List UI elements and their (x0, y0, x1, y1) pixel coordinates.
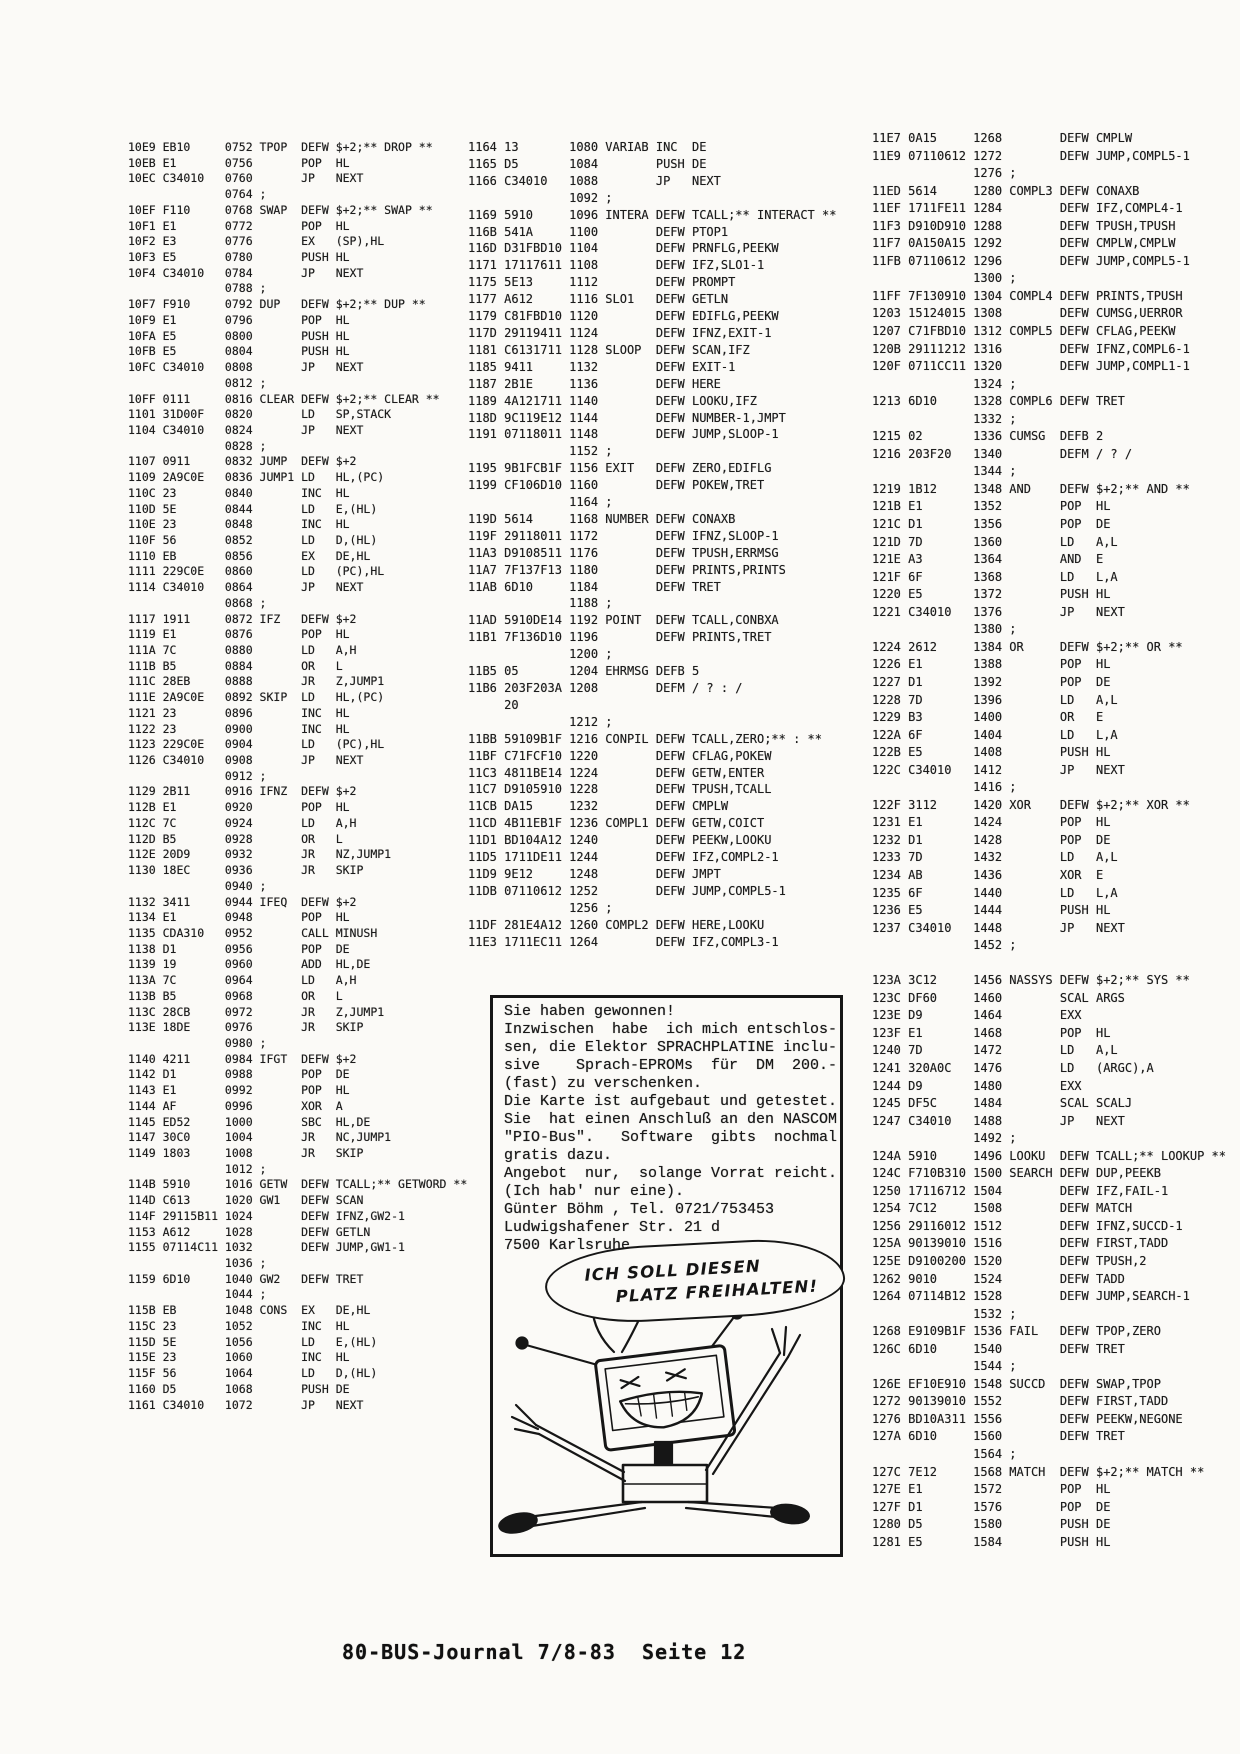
text-line: 116B 541A 1100 DEFW PTOP1 (468, 224, 729, 239)
text-line: 1165 D5 1084 PUSH DE (468, 156, 707, 171)
text-line: 1122 23 0900 INC HL (128, 721, 350, 736)
text-line: 11FB 07110612 1296 DEFW JUMP,COMPL5-1 (872, 253, 1190, 268)
text-line: 118D 9C119E12 1144 DEFW NUMBER-1,JMPT (468, 410, 786, 425)
text-line: 1036 ; (128, 1256, 267, 1271)
text-line: 0940 ; (128, 878, 267, 893)
text-line: 1268 E9109B1F 1536 FAIL DEFW TPOP,ZERO (872, 1324, 1161, 1339)
text-line: 117D 29119411 1124 DEFW IFNZ,EXIT-1 (468, 325, 772, 340)
text-line: 1203 15124015 1308 DEFW CUMSG,UERROR (872, 306, 1183, 321)
text-line: 11E7 0A15 1268 DEFW CMPLW (872, 131, 1133, 145)
text-line: 123A 3C12 1456 NASSYS DEFW $+2;** SYS ** (872, 973, 1190, 988)
text-line: 1264 07114B12 1528 DEFW JUMP,SEARCH-1 (872, 1289, 1190, 1304)
text-line: 126E EF10E910 1548 SUCCD DEFW SWAP,TPOP (872, 1376, 1161, 1391)
text-line: 0788 ; (128, 281, 267, 296)
text-line: 1216 203F20 1340 DEFM / ? / (872, 446, 1133, 461)
text-line: 1452 ; (872, 938, 1017, 953)
text-line: 1221 C34010 1376 JP NEXT (872, 604, 1125, 619)
text-line: 121F 6F 1368 LD L,A (872, 569, 1118, 584)
text-line: 11E3 1711EC11 1264 DEFW IFZ,COMPL3-1 (468, 934, 779, 949)
text-line: 115E 23 1060 INC HL (128, 1350, 350, 1365)
text-line: 1188 ; (468, 596, 613, 611)
text-line: 111B B5 0884 OR L (128, 658, 343, 673)
text-line: 1244 D9 1480 EXX (872, 1078, 1082, 1093)
text-line: 11FF 7F130910 1304 COMPL4 DEFW PRINTS,TPUSH (872, 288, 1183, 303)
text-line: 10EB E1 0756 POP HL (128, 155, 350, 170)
text-line: 1236 E5 1444 PUSH HL (872, 903, 1111, 918)
text-line: 119F 29118011 1172 DEFW IFNZ,SLOOP-1 (468, 528, 779, 543)
text-line: 10E9 EB10 0752 TPOP DEFW $+2;** DROP ** (128, 140, 433, 154)
text-line: 11D1 BD104A12 1240 DEFW PEEKW,LOOKU (468, 833, 772, 848)
text-line: 1138 D1 0956 POP DE (128, 941, 350, 956)
text-line: 115B EB 1048 CONS EX DE,HL (128, 1303, 371, 1318)
listing-column-3 (872, 130, 1226, 1551)
text-line: 11C7 D9105910 1228 DEFW TPUSH,TCALL (468, 782, 772, 797)
text-line: 11C3 4811BE14 1224 DEFW GETW,ENTER (468, 765, 765, 780)
text-line: 1224 2612 1384 OR DEFW $+2;** OR ** (872, 639, 1183, 654)
text-line: 1544 ; (872, 1359, 1017, 1374)
text-line: 11D9 9E12 1248 DEFW JMPT (468, 866, 721, 881)
text-line: sen, die Elektor SPRACHPLATINE inclu- (504, 1039, 838, 1056)
foot-left (498, 1510, 539, 1536)
tv-head (595, 1345, 735, 1450)
text-line: 10F7 F910 0792 DUP DEFW $+2;** DUP ** (128, 297, 426, 312)
text-line: 11BF C71FCF10 1220 DEFW CFLAG,POKEW (468, 748, 772, 763)
text-line: 11ED 5614 1280 COMPL3 DEFW CONAXB (872, 183, 1140, 198)
text-line: 1107 0911 0832 JUMP DEFW $+2 (128, 454, 357, 469)
text-line: 1147 30C0 1004 JR NC,JUMP1 (128, 1130, 392, 1145)
text-line: 127F D1 1576 POP DE (872, 1499, 1111, 1514)
text-line: 1142 D1 0988 POP DE (128, 1067, 350, 1082)
text-line: 1140 4211 0984 IFGT DEFW $+2 (128, 1051, 357, 1066)
text-line: 1215 02 1336 CUMSG DEFB 2 (872, 429, 1104, 444)
text-line: 1187 2B1E 1136 DEFW HERE (468, 376, 721, 391)
text-line: 10EC C34010 0760 JP NEXT (128, 171, 364, 186)
text-line: 113B B5 0968 OR L (128, 988, 343, 1003)
text-line: Günter Böhm , Tel. 0721/753453 (504, 1201, 775, 1218)
text-line: 11CB DA15 1232 DEFW CMPLW (468, 799, 729, 814)
text-line: 124C F710B310 1500 SEARCH DEFW DUP,PEEKB (872, 1166, 1161, 1181)
text-line: 127A 6D10 1560 DEFW TRET (872, 1429, 1125, 1444)
text-line: 114D C613 1020 GW1 DEFW SCAN (128, 1193, 364, 1208)
text-line: 1101 31D00F 0820 LD SP,STACK (128, 407, 392, 422)
text-line: 1159 6D10 1040 GW2 DEFW TRET (128, 1271, 364, 1286)
text-line: 1175 5E13 1112 DEFW PROMPT (468, 275, 736, 290)
text-line: 0812 ; (128, 375, 267, 390)
text-line: 1012 ; (128, 1161, 267, 1176)
text-line: 121E A3 1364 AND E (872, 552, 1104, 567)
text-line: 11BB 59109B1F 1216 CONPIL DEFW TCALL,ZERO;** : ** (468, 731, 823, 746)
text-line: 1185 9411 1132 DEFW EXIT-1 (468, 359, 736, 374)
text-line: 1164 ; (468, 495, 613, 510)
text-line: 1219 1B12 1348 AND DEFW $+2;** AND ** (872, 481, 1190, 496)
text-line: 11A3 D9108511 1176 DEFW TPUSH,ERRMSG (468, 545, 779, 560)
listing-column-1 (128, 140, 467, 1413)
text-line: 1241 320A0C 1476 LD (ARGC),A (872, 1060, 1154, 1075)
text-line: 1256 29116012 1512 DEFW IFNZ,SUCCD-1 (872, 1218, 1183, 1233)
text-line: 1344 ; (872, 464, 1017, 479)
text-line: 111E 2A9C0E 0892 SKIP LD HL,(PC) (128, 690, 385, 705)
text-line: 1092 ; (468, 190, 613, 205)
text-line: 11B1 7F136D10 1196 DEFW PRINTS,TRET (468, 630, 772, 645)
text-line: 1181 C6131711 1128 SLOOP DEFW SCAN,IFZ (468, 342, 750, 357)
text-line: 116D D31FBD10 1104 DEFW PRNFLG,PEEKW (468, 241, 779, 256)
text-line: 115F 56 1064 LD D,(HL) (128, 1366, 378, 1381)
text-line: 11F3 D910D910 1288 DEFW TPUSH,TPUSH (872, 218, 1176, 233)
text-line: 1117 1911 0872 IFZ DEFW $+2 (128, 611, 357, 626)
text-line: 121C D1 1356 POP DE (872, 517, 1111, 532)
text-line: 120B 29111212 1316 DEFW IFNZ,COMPL6-1 (872, 341, 1190, 356)
text-line: 119D 5614 1168 NUMBER DEFW CONAXB (468, 511, 736, 526)
text-line: 11CD 4B11EB1F 1236 COMPL1 DEFW GETW,COICT (468, 816, 765, 831)
text-line: 1416 ; (872, 780, 1017, 795)
text-line: 1200 ; (468, 647, 613, 662)
text-line: 1121 23 0896 INC HL (128, 705, 350, 720)
text-line: 1247 C34010 1488 JP NEXT (872, 1113, 1125, 1128)
text-line: 1220 E5 1372 PUSH HL (872, 587, 1111, 602)
text-line: 1139 19 0960 ADD HL,DE (128, 957, 371, 972)
text-line: 113E 18DE 0976 JR SKIP (128, 1020, 364, 1035)
text-line: 122A 6F 1404 LD L,A (872, 727, 1118, 742)
text-line: 1132 3411 0944 IFEQ DEFW $+2 (128, 894, 357, 909)
text-line: 1144 AF 0996 XOR A (128, 1098, 343, 1113)
robot-cartoon-figure (492, 1295, 841, 1555)
text-line: 1199 CF106D10 1160 DEFW POKEW,TRET (468, 478, 765, 493)
text-line: 1126 C34010 0908 JP NEXT (128, 753, 364, 768)
text-line: 1155 07114C11 1032 DEFW JUMP,GW1-1 (128, 1240, 405, 1255)
text-line: 1332 ; (872, 411, 1017, 426)
text-line: 10FC C34010 0808 JP NEXT (128, 360, 364, 375)
text-line: 122C C34010 1412 JP NEXT (872, 762, 1125, 777)
text-line: 7500 Karlsruhe (504, 1237, 631, 1254)
text-line: 114F 29115B11 1024 DEFW IFNZ,GW2-1 (128, 1208, 405, 1223)
text-line: gratis dazu. (504, 1147, 613, 1164)
text-line: 125A 90139010 1516 DEFW FIRST,TADD (872, 1236, 1169, 1251)
text-line: 1207 C71FBD10 1312 COMPL5 DEFW CFLAG,PEEKW (872, 324, 1176, 339)
text-line: 11A7 7F137F13 1180 DEFW PRINTS,PRINTS (468, 562, 786, 577)
text-line: 1191 07118011 1148 DEFW JUMP,SLOOP-1 (468, 427, 779, 442)
text-line: 127E E1 1572 POP HL (872, 1482, 1111, 1497)
text-line: 1237 C34010 1448 JP NEXT (872, 920, 1125, 935)
text-line: 1213 6D10 1328 COMPL6 DEFW TRET (872, 394, 1125, 409)
text-line: 1119 E1 0876 POP HL (128, 627, 350, 642)
page-footer: 80-BUS-Journal 7/8-83 Seite 12 (342, 1640, 747, 1664)
text-line: 112C 7C 0924 LD A,H (128, 815, 357, 830)
text-line: 1135 CDA310 0952 CALL MINUSH (128, 925, 378, 940)
text-line: 126C 6D10 1540 DEFW TRET (872, 1341, 1125, 1356)
text-line: 10F4 C34010 0784 JP NEXT (128, 265, 364, 280)
text-line: 10FF 0111 0816 CLEAR DEFW $+2;** CLEAR ** (128, 391, 440, 406)
text-line: 1149 1803 1008 JR SKIP (128, 1146, 364, 1160)
text-line: 120F 0711CC11 1320 DEFW JUMP,COMPL1-1 (872, 359, 1190, 374)
text-line: 0828 ; (128, 438, 267, 453)
text-line: 1143 E1 0992 POP HL (128, 1083, 350, 1098)
text-line: 1152 ; (468, 444, 613, 459)
text-line: 11B6 203F203A 1208 DEFM / ? : / (468, 681, 743, 695)
text-line: 11AD 5910DE14 1192 POINT DEFW TCALL,CONBXA (468, 613, 779, 628)
text-line: 10F1 E1 0772 POP HL (128, 218, 350, 233)
text-line: 1153 A612 1028 DEFW GETLN (128, 1224, 371, 1239)
neck (655, 1442, 672, 1466)
text-line: 11AB 6D10 1184 DEFW TRET (468, 579, 721, 594)
torso (623, 1465, 707, 1502)
text-line: 1231 E1 1424 POP HL (872, 815, 1111, 830)
text-line: 1160 D5 1068 PUSH DE (128, 1381, 350, 1396)
text-line: 123E D9 1464 EXX (872, 1008, 1082, 1023)
text-line: 112D B5 0928 OR L (128, 831, 343, 846)
leg-right (686, 1502, 810, 1526)
text-line: 11DB 07110612 1252 DEFW JUMP,COMPL5-1 (468, 883, 786, 898)
text-line: Angebot nur, solange Vorrat reicht. (504, 1165, 838, 1182)
text-line: 1564 ; (872, 1447, 1017, 1462)
text-line: 1228 7D 1396 LD A,L (872, 692, 1118, 707)
text-line: 1262 9010 1524 DEFW TADD (872, 1271, 1125, 1286)
text-line: 1276 ; (872, 166, 1017, 181)
text-line: 10F9 E1 0796 POP HL (128, 312, 350, 327)
text-line: 122B E5 1408 PUSH HL (872, 745, 1111, 760)
text-line: 1129 2B11 0916 IFNZ DEFW $+2 (128, 784, 357, 799)
text-line: Ludwigshafener Str. 21 d (504, 1219, 721, 1236)
text-line: 1229 B3 1400 OR E (872, 710, 1104, 725)
text-line: 10F3 E5 0780 PUSH HL (128, 250, 350, 265)
text-line: 123C DF60 1460 SCAL ARGS (872, 990, 1125, 1005)
speech-bubble-line-2: PLATZ FREIHALTEN! (615, 1276, 819, 1307)
text-line: 1300 ; (872, 271, 1017, 286)
foot-right (770, 1502, 810, 1525)
text-line: 112E 20D9 0932 JR NZ,JUMP1 (128, 847, 392, 862)
text-line: 1280 D5 1580 PUSH DE (872, 1517, 1111, 1532)
text-line: 114B 5910 1016 GETW DEFW TCALL;** GETWORD ** (128, 1177, 468, 1192)
text-line: 1179 C81FBD10 1120 DEFW EDIFLG,PEEKW (468, 309, 779, 324)
text-line: 111A 7C 0880 LD A,H (128, 643, 357, 657)
text-line: 1226 E1 1388 POP HL (872, 657, 1111, 672)
text-line: "PIO-Bus". Software gibts nochmal (504, 1129, 838, 1146)
listing-column-2 (468, 139, 836, 951)
text-line: 1235 6F 1440 LD L,A (872, 885, 1118, 900)
text-line: 10F2 E3 0776 EX (SP),HL (128, 234, 385, 249)
text-line: 11DF 281E4A12 1260 COMPL2 DEFW HERE,LOOKU (468, 917, 765, 932)
text-line: 11B5 05 1204 EHRMSG DEFB 5 (468, 664, 700, 679)
text-line: 1380 ; (872, 622, 1017, 637)
text-line: 1164 13 1080 VARIAB INC DE (468, 140, 707, 154)
text-line: 1111 229C0E 0860 LD (PC),HL (128, 564, 385, 579)
text-line: 1134 E1 0948 POP HL (128, 910, 350, 925)
text-line: 1227 D1 1392 POP DE (872, 674, 1111, 689)
text-line: 10EF F110 0768 SWAP DEFW $+2;** SWAP ** (128, 202, 433, 217)
text-line: 113A 7C 0964 LD A,H (128, 973, 357, 988)
leg-left (498, 1502, 645, 1536)
text-line: 1272 90139010 1552 DEFW FIRST,TADD (872, 1394, 1169, 1409)
text-line: 112B E1 0920 POP HL (128, 800, 350, 815)
text-line: 1250 17116712 1504 DEFW IFZ,FAIL-1 (872, 1183, 1169, 1198)
text-line: 1276 BD10A311 1556 DEFW PEEKW,NEGONE (872, 1411, 1183, 1426)
text-line: 1281 E5 1584 PUSH HL (872, 1534, 1111, 1549)
hand-left (512, 1405, 539, 1434)
text-line: (fast) zu verschenken. (504, 1075, 703, 1092)
text-line: Die Karte ist aufgebaut und getestet. (504, 1093, 838, 1110)
text-line: 1110 EB 0856 EX DE,HL (128, 548, 371, 563)
text-line: 127C 7E12 1568 MATCH DEFW $+2;** MATCH ** (872, 1464, 1205, 1479)
text-line: 115D 5E 1056 LD E,(HL) (128, 1334, 378, 1349)
text-line: 121B E1 1352 POP HL (872, 499, 1111, 514)
text-line: 123F E1 1468 POP HL (872, 1025, 1111, 1040)
text-line: (Ich hab' nur eine). (504, 1183, 685, 1200)
text-line: 10FB E5 0804 PUSH HL (128, 344, 350, 359)
text-line: 1212 ; (468, 714, 613, 729)
text-line: 113C 28CB 0972 JR Z,JUMP1 (128, 1004, 385, 1019)
text-line: 1492 ; (872, 1131, 1017, 1146)
text-line: 20 (468, 697, 519, 712)
text-line: 1177 A612 1116 SLO1 DEFW GETLN (468, 292, 729, 307)
text-line: 1240 7D 1472 LD A,L (872, 1043, 1118, 1058)
text-line: 1232 D1 1428 POP DE (872, 832, 1111, 847)
text-line: 1245 DF5C 1484 SCAL SCALJ (872, 1096, 1133, 1111)
text-line: 110E 23 0848 INC HL (128, 517, 350, 532)
text-line: 0868 ; (128, 595, 267, 610)
text-line: 0912 ; (128, 768, 267, 783)
text-line: 110F 56 0852 LD D,(HL) (128, 532, 378, 547)
text-line: 11D5 1711DE11 1244 DEFW IFZ,COMPL2-1 (468, 850, 779, 865)
text-line: 0764 ; (128, 187, 267, 202)
text-line: 1044 ; (128, 1287, 267, 1302)
text-line: 121D 7D 1360 LD A,L (872, 534, 1118, 549)
text-line: 1161 C34010 1072 JP NEXT (128, 1397, 364, 1412)
text-line: 1166 C34010 1088 JP NEXT (468, 173, 721, 188)
text-line: Sie haben gewonnen! (504, 1003, 676, 1020)
text-line: Inzwischen habe ich mich entschlos- (504, 1021, 838, 1038)
text-line: 1114 C34010 0864 JP NEXT (128, 580, 364, 595)
speech-bubble-line-1: ICH SOLL DIESEN (584, 1256, 762, 1285)
text-line: 0980 ; (128, 1035, 267, 1050)
text-line: Sie hat einen Anschluß an den NASCOM (504, 1111, 838, 1128)
text-line: 1145 ED52 1000 SBC HL,DE (128, 1114, 371, 1129)
text-line: 1189 4A121711 1140 DEFW LOOKU,IFZ (468, 393, 757, 408)
text-line: 122F 3112 1420 XOR DEFW $+2;** XOR ** (872, 797, 1190, 812)
text-line: 1109 2A9C0E 0836 JUMP1 LD HL,(PC) (128, 470, 385, 485)
text-line: 11E9 07110612 1272 DEFW JUMP,COMPL5-1 (872, 148, 1190, 163)
text-line: 110C 23 0840 INC HL (128, 485, 350, 500)
text-line: 111C 28EB 0888 JR Z,JUMP1 (128, 674, 385, 689)
text-line: 1171 17117611 1108 DEFW IFZ,SLO1-1 (468, 258, 765, 273)
text-line (872, 955, 1226, 973)
text-line: 1195 9B1FCB1F 1156 EXIT DEFW ZERO,EDIFLG (468, 461, 772, 476)
text-line: 10FA E5 0800 PUSH HL (128, 328, 350, 343)
text-line: 1256 ; (468, 900, 613, 915)
text-line: 1104 C34010 0824 JP NEXT (128, 422, 364, 437)
ad-text (504, 1003, 837, 1255)
text-line: sive Sprach-EPROMs für DM 200.- (504, 1057, 838, 1074)
text-line: 1123 229C0E 0904 LD (PC),HL (128, 737, 385, 752)
text-line: 11EF 1711FE11 1284 DEFW IFZ,COMPL4-1 (872, 201, 1183, 216)
text-line: 124A 5910 1496 LOOKU DEFW TCALL;** LOOKUP ** (872, 1148, 1227, 1163)
text-line: 125E D9100200 1520 DEFW TPUSH,2 (872, 1254, 1147, 1268)
text-line: 1130 18EC 0936 JR SKIP (128, 863, 364, 878)
text-line: 115C 23 1052 INC HL (128, 1318, 350, 1333)
hand-right (772, 1327, 800, 1357)
text-line: 1532 ; (872, 1306, 1017, 1321)
text-line: 1234 AB 1436 XOR E (872, 867, 1104, 882)
text-line: 1254 7C12 1508 DEFW MATCH (872, 1201, 1133, 1216)
text-line: 1233 7D 1432 LD A,L (872, 850, 1118, 865)
text-line: 1169 5910 1096 INTERA DEFW TCALL;** INTERACT ** (468, 207, 837, 222)
text-line: 110D 5E 0844 LD E,(HL) (128, 501, 378, 516)
text-line: 1324 ; (872, 376, 1017, 391)
text-line: 11F7 0A150A15 1292 DEFW CMPLW,CMPLW (872, 236, 1176, 251)
